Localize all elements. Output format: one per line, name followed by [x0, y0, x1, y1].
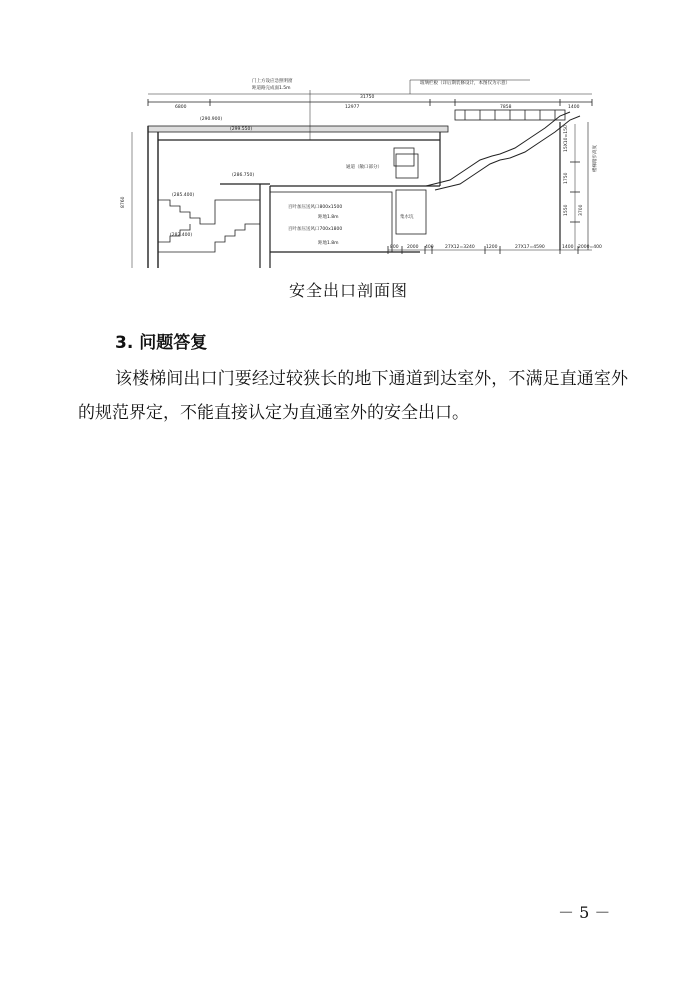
elevation-3: (286.750) [232, 173, 255, 178]
page-number: － 5 － [558, 903, 611, 922]
sump-label: 集水坑 [400, 215, 414, 220]
note-glass-balustrade: 玻璃栏板（详后期装修设计，本图仅为示意） [420, 81, 510, 86]
vent-2-height: 距地1.8m [318, 241, 339, 246]
elevation-1: (290.900) [200, 117, 223, 122]
vent-1-label: 百叶加压送风口800x1500 [288, 205, 343, 210]
elevation-4: (285.400) [172, 193, 195, 198]
dim-d: 1400 [568, 105, 580, 110]
passage-label: 通道（敞口部分） [346, 165, 382, 170]
side-dim-2: 1750 [564, 172, 569, 184]
section-heading: 3. 问题答复 [115, 333, 208, 353]
elevation-5: (282.400) [170, 233, 193, 238]
bottom-dim-1: 800 [390, 245, 399, 250]
note-height: 距道路完成面1.5m [252, 86, 291, 91]
stair-height-label: 楼梯踏步高度 [593, 145, 598, 172]
bottom-dim-7: 1400 [562, 245, 574, 250]
left-dimension: 8760 [121, 196, 126, 208]
dim-total: 31750 [360, 95, 375, 100]
bottom-dim-6: 27X17=4590 [515, 245, 545, 250]
vent-1-height: 距地1.8m [318, 215, 339, 220]
elevation-2: (299.550) [230, 127, 253, 132]
figure-caption: 安全出口剖面图 [288, 281, 408, 300]
vent-2-label: 百叶加压送风口700x1800 [288, 227, 343, 232]
dim-c: 7858 [500, 105, 512, 110]
bottom-dim-3: 400 [425, 245, 434, 250]
dim-b: 12977 [345, 105, 360, 110]
section-drawing [120, 72, 602, 268]
side-dim-3: 1550 [564, 204, 569, 216]
dim-a: 6800 [175, 105, 187, 110]
bottom-dim-8: 2000=400 [578, 245, 602, 250]
body-paragraph: 该楼梯间出口门要经过较狭长的地下通道到达室外，不满足直通室外的规范界定，不能直接认定为直通室外的安全出口。 [78, 369, 628, 423]
bottom-dim-5: 1200 [486, 245, 498, 250]
bottom-dim-2: 2000 [407, 245, 419, 250]
note-emergency-window: 门上方设应急照明窗 [252, 79, 293, 84]
side-dim-1: 15X10=150 [564, 125, 569, 152]
side-dim-4: 3700 [579, 204, 584, 216]
bottom-dim-4: 27X12=3240 [445, 245, 475, 250]
